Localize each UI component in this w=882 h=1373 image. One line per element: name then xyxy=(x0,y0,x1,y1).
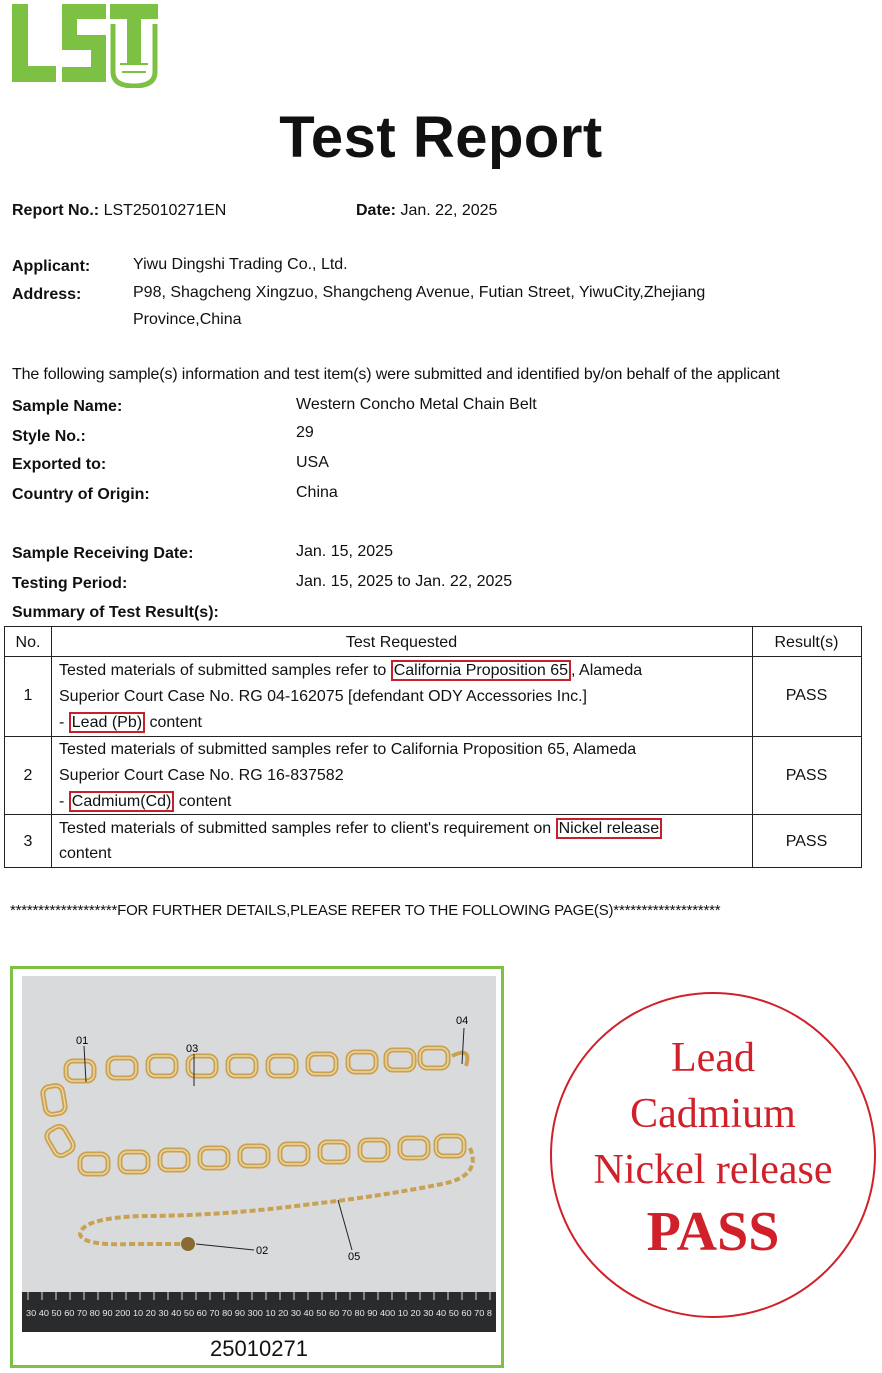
row-1-line-1-text: Tested materials of submitted samples refer to xyxy=(59,662,391,679)
ruler-numbers: 30 40 50 60 70 80 90 200 10 20 30 40 50 60 70 80 90 300 10 20 30 40 50 60 70 80 90 400 10 20 30 40 50 60 70 8 xyxy=(26,1308,493,1318)
row-1-line-3-dash: - xyxy=(59,714,69,731)
nickel-highlight: Nickel release xyxy=(556,818,662,839)
date-value: Jan. 22, 2025 xyxy=(400,202,498,219)
stamp-cadmium: Cadmium xyxy=(630,1091,796,1137)
callout-line-05 xyxy=(338,1200,352,1250)
sample-name-value: Western Concho Metal Chain Belt xyxy=(296,396,537,413)
company-logo xyxy=(10,2,160,88)
applicant-value: Yiwu Dingshi Trading Co., Ltd. xyxy=(133,256,348,273)
row-3-number: 3 xyxy=(23,833,33,850)
sample-intro: The following sample(s) information and test item(s) were submitted and identified by/on behalf of the applicant xyxy=(12,366,780,383)
row-3-line-1 xyxy=(59,816,662,842)
lead-highlight: Lead (Pb) xyxy=(69,712,145,733)
fine-chain-tail xyxy=(80,1148,473,1244)
exported-to-label: Exported to: xyxy=(12,456,107,473)
row-1-line-3-suffix: content xyxy=(145,714,202,731)
row-1-result: PASS xyxy=(785,687,828,704)
sample-name-label: Sample Name: xyxy=(12,398,123,415)
style-no-value: 29 xyxy=(296,424,314,441)
further-details-note: *******************FOR FURTHER DETAILS,PLEASE REFER TO THE FOLLOWING PAGE(S)******************* xyxy=(10,902,721,919)
row-2-number: 2 xyxy=(23,767,33,784)
row-2-line-3 xyxy=(59,789,231,815)
row-1-line-3 xyxy=(59,710,202,736)
row-1-line-2: Superior Court Case No. RG 04-162075 [defendant ODY Accessories Inc.] xyxy=(59,688,587,705)
row-2-line-1: Tested materials of submitted samples refer to California Proposition 65, Alameda xyxy=(59,741,637,758)
label-03: 03 xyxy=(186,1043,199,1055)
row-3-line-2: content xyxy=(59,845,112,862)
table-divider xyxy=(51,627,52,867)
label-01: 01 xyxy=(76,1035,89,1047)
chain-upper-row xyxy=(66,1048,448,1081)
end-ball xyxy=(181,1237,195,1251)
callout-line-04 xyxy=(462,1028,464,1064)
row-2-line-2: Superior Court Case No. RG 16-837582 xyxy=(59,767,344,784)
label-02: 02 xyxy=(256,1245,269,1257)
prop65-highlight: California Proposition 65 xyxy=(391,660,571,681)
callout-line-01 xyxy=(84,1046,86,1082)
testing-period-value: Jan. 15, 2025 to Jan. 22, 2025 xyxy=(296,573,513,590)
date-label: Date: xyxy=(356,202,397,219)
applicant-label: Applicant: xyxy=(12,258,91,275)
table-header-result: Result(s) xyxy=(774,634,839,651)
pass-stamp xyxy=(550,992,876,1318)
sample-id: 25010271 xyxy=(210,1336,308,1361)
chain-left-curve xyxy=(42,1084,76,1158)
address-line-2: Province,China xyxy=(133,311,242,328)
row-2-result: PASS xyxy=(785,767,828,784)
sample-photo xyxy=(22,976,496,1332)
report-number-row xyxy=(12,202,226,220)
row-3-result: PASS xyxy=(785,833,828,850)
ruler-ticks-graphic xyxy=(22,1292,496,1332)
address-label: Address: xyxy=(12,286,82,303)
label-05: 05 xyxy=(348,1251,361,1263)
chain-belt-illustration xyxy=(22,976,496,1292)
measurement-ruler xyxy=(22,1292,496,1332)
callout-line-02 xyxy=(196,1244,254,1250)
page-title: Test Report xyxy=(279,105,603,170)
table-header-test: Test Requested xyxy=(345,634,458,651)
stamp-nickel: Nickel release xyxy=(593,1147,833,1193)
receiving-date-label: Sample Receiving Date: xyxy=(12,545,194,562)
row-1-line-1-suffix: , Alameda xyxy=(571,662,643,679)
row-1-line-1 xyxy=(59,658,642,684)
results-table xyxy=(4,626,862,868)
report-number-label: Report No.: xyxy=(12,202,100,219)
label-04: 04 xyxy=(456,1015,469,1027)
table-divider xyxy=(5,656,861,657)
style-no-label: Style No.: xyxy=(12,428,86,445)
exported-to-value: USA xyxy=(296,454,329,471)
ruler-tick-marks xyxy=(28,1292,490,1300)
stamp-pass: PASS xyxy=(646,1201,780,1263)
chain-lower-row xyxy=(80,1136,464,1174)
date-row xyxy=(356,202,497,220)
row-1-number: 1 xyxy=(23,687,33,704)
clasp-hook xyxy=(452,1053,467,1066)
summary-label: Summary of Test Result(s): xyxy=(12,604,219,621)
table-header-no: No. xyxy=(15,634,41,651)
testing-period-label: Testing Period: xyxy=(12,575,128,592)
row-3-line-1-text: Tested materials of submitted samples refer to client's requirement on xyxy=(59,820,556,837)
stamp-lead: Lead xyxy=(671,1035,755,1081)
row-2-line-3-suffix: content xyxy=(174,793,232,810)
address-line-1: P98, Shagcheng Xingzuo, Shangcheng Avenue, Futian Street, YiwuCity,Zhejiang xyxy=(133,284,706,301)
report-number-value: LST25010271EN xyxy=(103,202,227,219)
country-origin-label: Country of Origin: xyxy=(12,486,150,503)
receiving-date-value: Jan. 15, 2025 xyxy=(296,543,393,560)
cadmium-highlight: Cadmium(Cd) xyxy=(69,791,175,812)
country-origin-value: China xyxy=(296,484,338,501)
row-2-line-3-dash: - xyxy=(59,793,69,810)
